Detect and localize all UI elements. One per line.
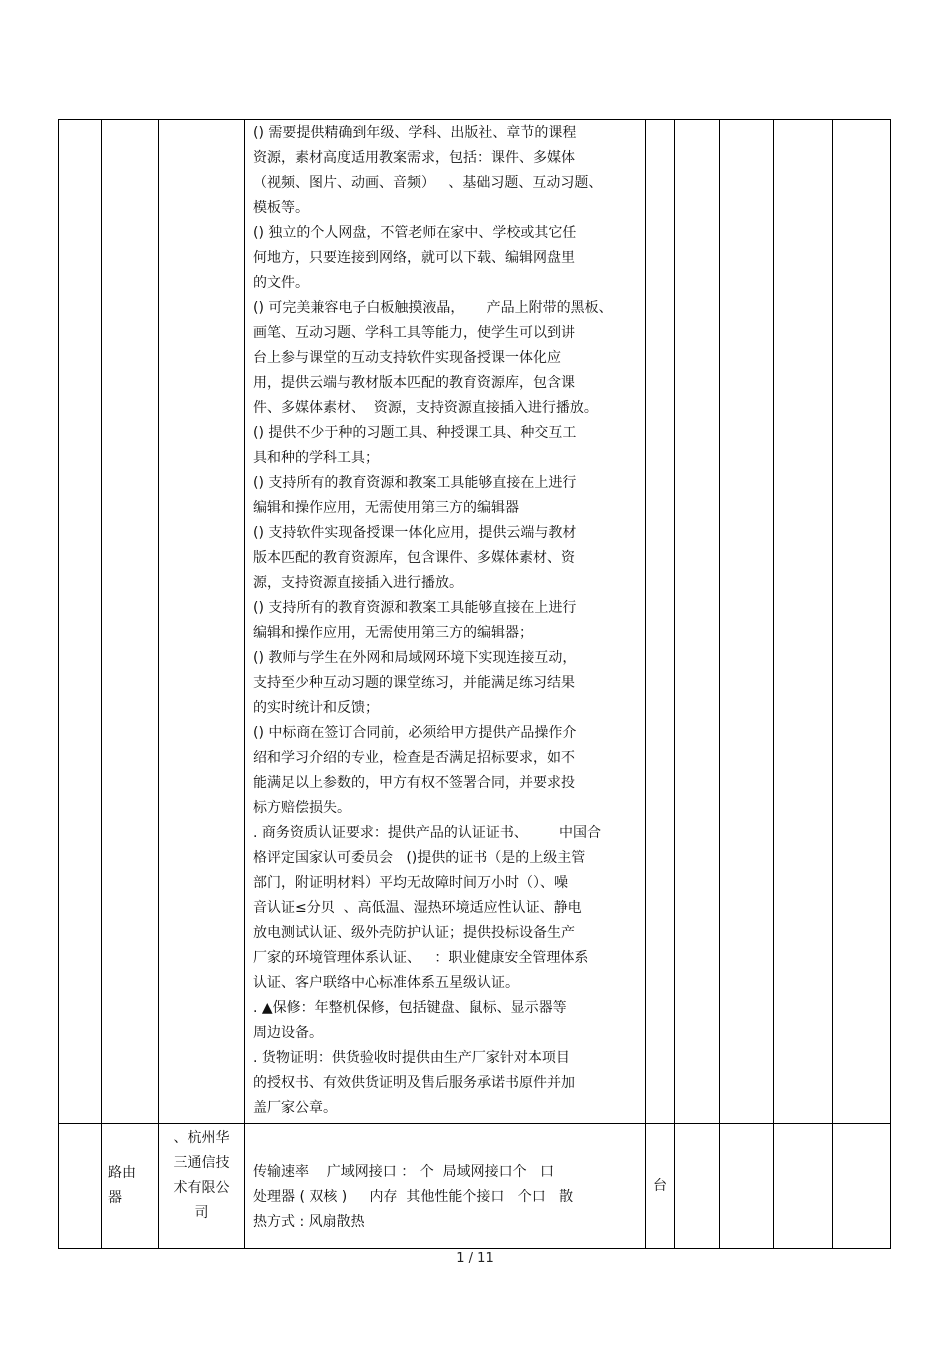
spec-paragraph: . 商务资质认证要求：提供产品的认证证书、 中国合 格评定国家认可委员会 ()提供的证书（是的上级主管 部门，附证明材料）平均无故障时间万小时（）、噪 音认证≤分贝 、高低温、湿热环境适应性认证、静电 放电测试认证、级外壳防护认证；提供投标设备生产 厂家的环境管理体系认证、 ：职业健康安全管理体系 认证、客户联络中心标准体系五星级认证。 <box>253 825 602 991</box>
quantity-cell <box>675 120 720 1124</box>
item-name-cell <box>102 120 159 1124</box>
spec-paragraph: 传输速率 广域网接口 ： 个 局域网接口个 口 处理器 ( 双核 ) 内存 其他性能个接口 个口 散 热方式 : 风扇散热 <box>253 1163 574 1230</box>
spec-paragraph: () 支持软件实现备授课一体化应用，提供云端与教材 版本匹配的教育资源库，包含课件、多媒体素材、资 源，支持资源直接插入进行播放。 <box>253 525 577 591</box>
table-row <box>59 120 891 1124</box>
spec-paragraph: () 支持所有的教育资源和教案工具能够直接在上进行 编辑和操作应用，无需使用第三方的编辑器 <box>253 475 577 516</box>
quantity-cell <box>675 1124 720 1249</box>
spec-paragraph: () 需要提供精确到年级、学科、出版社、章节的课程 资源，素材高度适用教案需求，包括：课件、多媒体 （视频、图片、动画、音频） 、基础习题、互动习题、 模板等。 <box>253 125 603 216</box>
item-name-cell <box>102 1124 159 1249</box>
specification-table <box>58 119 891 1249</box>
remarks-cell <box>833 1124 891 1249</box>
spec-description-cell <box>245 1124 646 1249</box>
manufacturer-text: 、杭州华 三通信技 术有限公 司 <box>173 1130 230 1221</box>
total-cell <box>774 1124 833 1249</box>
spec-paragraph: () 可完美兼容电子白板触摸液晶， 产品上附带的黑板、 画笔、互动习题、学科工具等能力，使学生可以到讲 台上参与课堂的互动支持软件实现备授课一体化应 用，提供云端与教材版本匹配的教育资源库，包含课 件、多媒体素材、 资源，支持资源直接插入进行播放。 <box>253 300 613 416</box>
page-number: 1 / 11 <box>456 1251 494 1266</box>
spec-paragraph: () 独立的个人网盘，不管老师在家中、学校或其它任 何地方，只要连接到网络，就可以下载、编辑网盘里 的文件。 <box>253 225 577 291</box>
price-cell <box>720 1124 774 1249</box>
spec-paragraph: () 支持所有的教育资源和教案工具能够直接在上进行 编辑和操作应用，无需使用第三方的编辑器； <box>253 600 577 641</box>
spec-paragraph: () 教师与学生在外网和局域网环境下实现连接互动， 支持至少种互动习题的课堂练习，并能满足练习结果 的实时统计和反馈； <box>253 650 577 716</box>
spec-paragraph: () 中标商在签订合同前，必须给甲方提供产品操作介 绍和学习介绍的专业，检查是否满足招标要求，如不 能满足以上参数的，甲方有权不签署合同，并要求投 标方赔偿损失。 <box>253 725 577 816</box>
unit-cell <box>646 1124 675 1249</box>
spec-paragraph: () 提供不少于种的习题工具、种授课工具、种交互工 具和种的学科工具； <box>253 425 577 466</box>
spec-paragraph: . 货物证明：供货验收时提供由生产厂家针对本项目 的授权书、有效供货证明及售后服务承诺书原件并加 盖厂家公章。 <box>253 1050 575 1116</box>
index-cell <box>59 1124 102 1249</box>
spec-paragraph: . ▲保修：年整机保修，包括键盘、鼠标、显示器等 周边设备。 <box>253 1000 567 1041</box>
index-cell <box>59 120 102 1124</box>
spec-description-cell <box>245 120 646 1124</box>
manufacturer-cell <box>159 1124 245 1249</box>
manufacturer-cell <box>159 120 245 1124</box>
unit-text: 台 <box>653 1177 667 1194</box>
unit-cell <box>646 120 675 1124</box>
price-cell <box>720 120 774 1124</box>
item-name-text: 路由 器 <box>108 1165 136 1206</box>
remarks-cell <box>833 120 891 1124</box>
table-row <box>59 1124 891 1249</box>
total-cell <box>774 120 833 1124</box>
